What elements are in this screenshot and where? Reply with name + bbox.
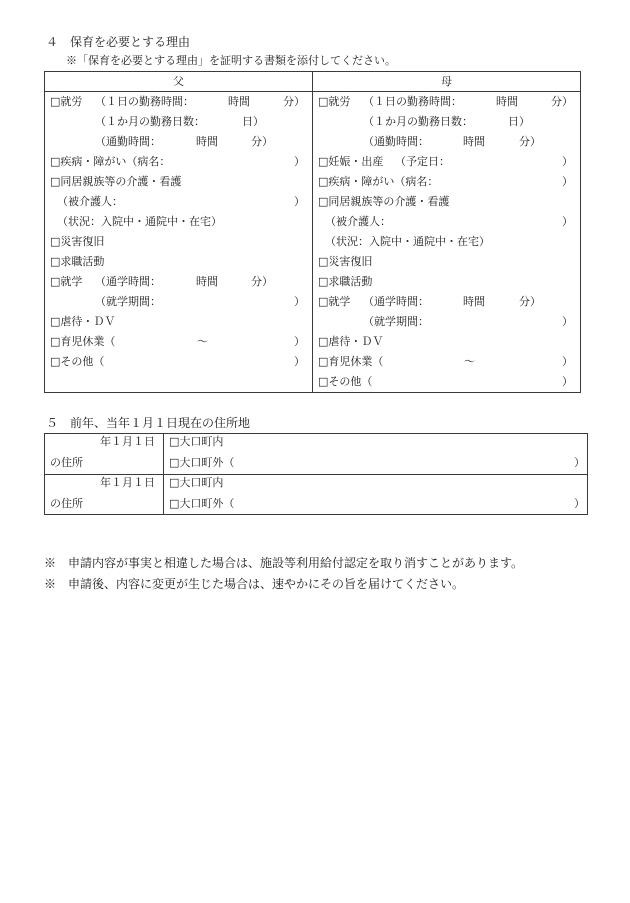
father-work-checkbox-label: □就労 (50, 95, 83, 108)
father-job-search-checkbox-label: □求職活動 (50, 255, 105, 268)
father-study-checkbox-label: □就学 (50, 275, 83, 288)
mother-work-commute-hours-unit: 時間 (463, 135, 485, 148)
mother-abuse-checkbox-label: □虐待・ＤＶ (318, 335, 384, 348)
father-childcare-leave-close: ） (294, 335, 305, 348)
father-illness-close: ） (294, 155, 305, 168)
father-study-period-close: ） (294, 295, 305, 308)
address-row1-address-label: の住所 (50, 456, 83, 469)
mother-study-minutes-unit: 分） (519, 295, 541, 308)
mother-childcare-leave-tilde: ～ (464, 355, 475, 368)
father-work-commute-label: （通勤時間： (95, 135, 161, 148)
address-row1-outside-close: ） (574, 456, 585, 469)
address-row1-inside-checkbox-label: □大口町内 (169, 435, 224, 448)
father-work-commute-minutes-unit: 分） (251, 135, 273, 148)
address-row2-inside-checkbox-label: □大口町内 (169, 476, 224, 489)
mother-care-checkbox-label: □同居親族等の介護・看護 (318, 195, 450, 208)
mother-childcare-leave-checkbox-label: □育児休業（ (318, 355, 384, 368)
mother-childcare-leave-close: ） (562, 355, 573, 368)
mother-job-search-checkbox-label: □求職活動 (318, 275, 373, 288)
mother-illness-checkbox-label: □疾病・障がい（病名： (318, 175, 439, 188)
father-work-minutes-unit: 分） (283, 95, 305, 108)
mother-work-commute-label: （通勤時間： (363, 135, 429, 148)
mother-disaster-checkbox-label: □災害復旧 (318, 255, 373, 268)
father-study-commute-label: （通学時間： (95, 275, 161, 288)
address-row2-outside-close: ） (574, 497, 585, 510)
note-line-1: ※ 申請内容が事実と相違した場合は、施設等利用給付認定を取り消すことがあります。 (44, 556, 524, 570)
father-other-checkbox-label: □その他（ (50, 355, 105, 368)
mother-header: 母 (441, 75, 452, 88)
mother-work-monthly-days-label: （１か月の勤務日数： (363, 115, 473, 128)
address-row1-outside-checkbox-label: □大口町外（ (169, 456, 235, 469)
mother-study-commute-label: （通学時間： (363, 295, 429, 308)
mother-work-minutes-unit: 分） (551, 95, 573, 108)
mother-work-checkbox-label: □就労 (318, 95, 351, 108)
mother-illness-close: ） (562, 175, 573, 188)
father-column (44, 92, 312, 392)
father-work-hours-unit: 時間 (228, 95, 250, 108)
father-work-days-unit: 日） (242, 115, 264, 128)
mother-other-close: ） (562, 375, 573, 388)
mother-pregnancy-due-date-label: （予定日： (395, 155, 450, 168)
father-study-period-label: （就学期間： (95, 295, 161, 308)
mother-pregnancy-close: ） (562, 155, 573, 168)
mother-care-recipient-close: ） (562, 215, 573, 228)
mother-care-status: （状況：入院中・通院中・在宅） (325, 235, 490, 248)
father-work-daily-hours-label: （１日の勤務時間： (95, 95, 194, 108)
section4-note: ※「保育を必要とする理由」を証明する書類を添付してください。 (66, 54, 396, 67)
father-disaster-checkbox-label: □災害復旧 (50, 235, 105, 248)
mother-study-period-close: ） (562, 315, 573, 328)
section5-title: ５ 前年、当年１月１日現在の住所地 (46, 416, 251, 430)
address-row2-date-label: 年１月１日 (100, 476, 155, 489)
father-header: 父 (173, 75, 184, 88)
mother-work-hours-unit: 時間 (496, 95, 518, 108)
father-care-recipient-label: （被介護人： (57, 195, 123, 208)
address-row2-outside-checkbox-label: □大口町外（ (169, 497, 235, 510)
father-illness-checkbox-label: □疾病・障がい（病名： (50, 155, 171, 168)
mother-pregnancy-checkbox-label: □妊娠・出産 (318, 155, 384, 168)
father-childcare-leave-tilde: ～ (197, 335, 208, 348)
father-care-status: （状況：入院中・通院中・在宅） (57, 215, 222, 228)
father-abuse-checkbox-label: □虐待・ＤＶ (50, 315, 116, 328)
mother-study-checkbox-label: □就学 (318, 295, 351, 308)
father-care-recipient-close: ） (294, 195, 305, 208)
father-study-hours-unit: 時間 (196, 275, 218, 288)
section4-title: ４ 保育を必要とする理由 (46, 35, 191, 49)
mother-work-commute-minutes-unit: 分） (519, 135, 541, 148)
note-line-2: ※ 申請後、内容に変更が生じた場合は、速やかにその旨を届けてください。 (44, 577, 465, 591)
mother-other-checkbox-label: □その他（ (318, 375, 373, 388)
address-row2-address-label: の住所 (50, 497, 83, 510)
mother-study-period-label: （就学期間： (363, 315, 429, 328)
mother-work-daily-hours-label: （１日の勤務時間： (363, 95, 462, 108)
mother-study-hours-unit: 時間 (463, 295, 485, 308)
mother-care-recipient-label: （被介護人： (325, 215, 391, 228)
father-work-monthly-days-label: （１か月の勤務日数： (95, 115, 205, 128)
address-row1-date-label: 年１月１日 (100, 435, 155, 448)
father-study-minutes-unit: 分） (251, 275, 273, 288)
mother-work-days-unit: 日） (508, 115, 530, 128)
father-work-commute-hours-unit: 時間 (196, 135, 218, 148)
father-other-close: ） (294, 355, 305, 368)
father-care-checkbox-label: □同居親族等の介護・看護 (50, 175, 182, 188)
mother-column (312, 92, 580, 392)
father-childcare-leave-checkbox-label: □育児休業（ (50, 335, 116, 348)
